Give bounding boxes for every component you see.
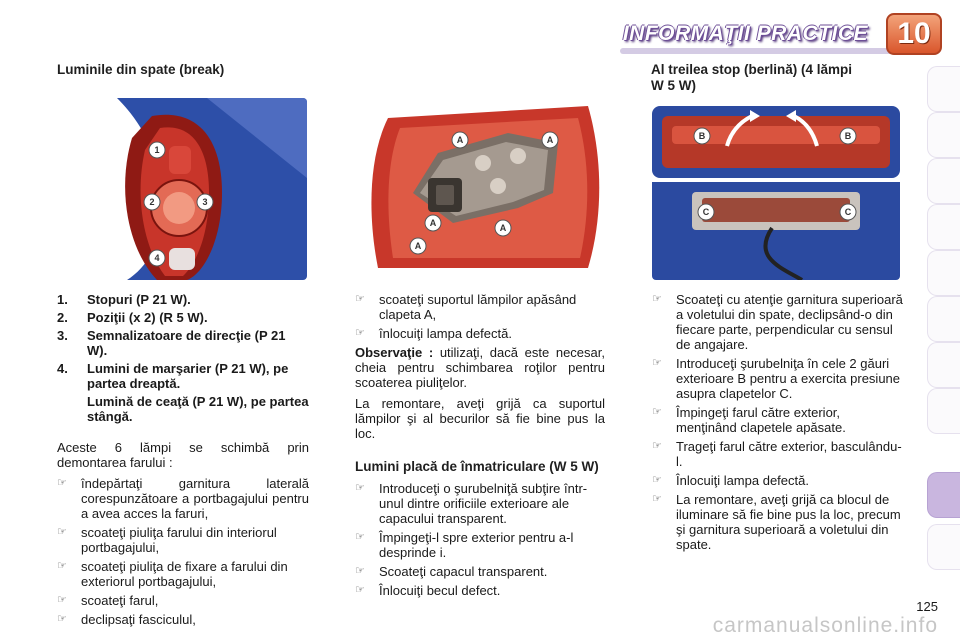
bulb-item: 4. Lumini de marşarier (P 21 W), pe partea dreaptă. bbox=[57, 361, 289, 391]
bulb-item: 1. Stopuri (P 21 W). bbox=[57, 292, 191, 307]
plate-steps bbox=[355, 481, 605, 598]
photo-label: A bbox=[456, 135, 464, 145]
step-item: ☞ Înlocuiţi becul defect. bbox=[355, 583, 501, 598]
step-item: ☞ scoateţi suportul lămpilor apăsând clapeta A, bbox=[355, 292, 577, 322]
chapter-tab[interactable] bbox=[927, 524, 960, 570]
heading-rear-lights: Luminile din spate (break) bbox=[57, 62, 225, 77]
left-column bbox=[57, 292, 309, 631]
step-item: ☞ scoateţi piuliţa de fixare a farului din exteriorul portbagajului, bbox=[57, 559, 288, 589]
step-item: ☞ Scoateţi capacul transparent. bbox=[355, 564, 548, 579]
chapter-tab[interactable] bbox=[927, 296, 960, 342]
photo-label: 2 bbox=[149, 197, 155, 207]
photo-label: A bbox=[414, 241, 422, 251]
step-item: ☞ Înlocuiţi lampa defectă. bbox=[652, 473, 809, 488]
brake-light-steps bbox=[652, 292, 904, 552]
chapter-tab[interactable] bbox=[927, 66, 960, 112]
step-item: ☞ Introduceţi o şurubelniţă subţire într-unul dintre orificiile exterioare ale capacului transparent. bbox=[355, 481, 588, 526]
photo-label: C bbox=[702, 207, 710, 217]
bulb-list bbox=[57, 292, 309, 424]
chapter-tab[interactable] bbox=[927, 204, 960, 250]
photo-label: 3 bbox=[202, 197, 208, 207]
bulb-item: 3. Semnalizatoare de direcţie (P 21 W). bbox=[57, 328, 286, 358]
observation-paragraph: Observaţie : utilizaţi, dacă este necesar, cheia pentru schimbarea roţilor pentru scoaterea piuliţelor. bbox=[355, 345, 605, 390]
bulb-item: 2. Poziţii (x 2) (R 5 W). bbox=[57, 310, 208, 325]
chapter-tab[interactable] bbox=[927, 250, 960, 296]
step-item: ☞ Împingeţi farul către exterior, menţinând clapetele apăsate. bbox=[652, 405, 846, 435]
step-item: ☞ înlocuiţi lampa defectă. bbox=[355, 326, 512, 341]
intro-paragraph: Aceste 6 lămpi se schimbă prin demontarea farului : bbox=[57, 440, 309, 470]
photo-third-brake-light bbox=[652, 98, 900, 280]
chapter-badge bbox=[886, 13, 942, 55]
observation-label: Observaţie : bbox=[355, 345, 434, 360]
remount-paragraph: La remontare, aveţi grijă ca suportul lămpilor şi al becurilor să fie bine pus la loc. bbox=[355, 396, 605, 441]
chapter-tab-active[interactable] bbox=[927, 472, 960, 518]
photo-label: C bbox=[844, 207, 852, 217]
photo-label: 1 bbox=[154, 145, 160, 155]
step-item: ☞ Scoateţi cu atenţie garnitura superioară a voletului din spate, declipsând-o din fiecare parte, perpendicular cu sensul de angajare. bbox=[652, 292, 903, 352]
photo-label: A bbox=[429, 218, 437, 228]
photo-label: A bbox=[546, 135, 554, 145]
step-item: ☞ Introduceţi şurubelniţa în cele 2 găuri exterioare B pentru a exercita presiune asupra clapetelor C. bbox=[652, 356, 901, 401]
right-column bbox=[652, 292, 904, 556]
photo-label: B bbox=[698, 131, 706, 141]
step-item: ☞ îndepărtaţi garnitura laterală corespunzătoare a portbagajului pentru a avea acces la faruri, bbox=[57, 476, 309, 521]
header-title: INFORMAŢII PRACTICE bbox=[622, 22, 868, 45]
chapter-tab[interactable] bbox=[927, 112, 960, 158]
chapter-number: 10 bbox=[897, 17, 931, 50]
middle-column bbox=[355, 292, 605, 602]
left-steps bbox=[57, 476, 309, 627]
photo-rear-light-cluster bbox=[57, 98, 307, 280]
bulb-item-extra: Lumină de ceaţă (P 21 W), pe partea stângă. bbox=[87, 394, 309, 424]
photo-lamp-holder bbox=[358, 98, 606, 280]
step-item: ☞ Trageţi farul către exterior, basculându-l. bbox=[652, 439, 902, 469]
photo-label: B bbox=[844, 131, 852, 141]
step-item: ☞ La remontare, aveţi grijă ca blocul de iluminare să fie bine pus la loc, precum şi garnitura superioară a voletului din spate. bbox=[652, 492, 901, 552]
heading-third-brake-light: Al treilea stop (berlină) (4 lămpi W 5 W) bbox=[651, 62, 853, 93]
heading-plate-lights: Lumini placă de înmatriculare (W 5 W) bbox=[355, 459, 599, 474]
step-item: ☞ scoateţi piuliţa farului din interiorul portbagajului, bbox=[57, 525, 277, 555]
photo-label: A bbox=[499, 223, 507, 233]
chapter-tabs bbox=[926, 66, 960, 576]
photo-label: 4 bbox=[154, 253, 160, 263]
step-item: ☞ Împingeţi-l spre exterior pentru a-l desprinde i. bbox=[355, 530, 574, 560]
chapter-tab[interactable] bbox=[927, 158, 960, 204]
page-header bbox=[560, 8, 960, 54]
step-item: ☞ declipsaţi fasciculul, bbox=[57, 612, 196, 627]
middle-steps bbox=[355, 292, 605, 341]
page-number: 125 bbox=[916, 599, 938, 614]
step-item: ☞ scoateţi farul, bbox=[57, 593, 159, 608]
header-bar bbox=[620, 48, 900, 54]
watermark: carmanualsonline.info bbox=[712, 614, 938, 637]
chapter-tab[interactable] bbox=[927, 342, 960, 388]
chapter-tab[interactable] bbox=[927, 388, 960, 434]
